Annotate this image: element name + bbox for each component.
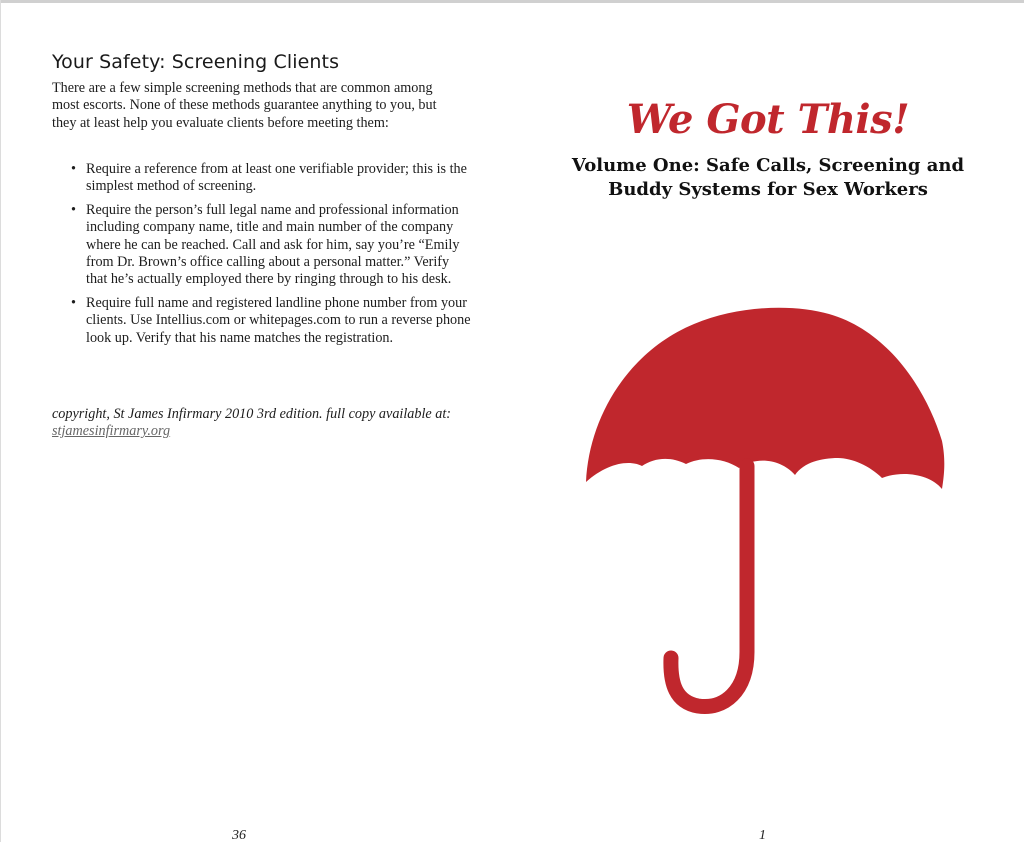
umbrella-icon bbox=[584, 296, 946, 720]
book-subtitle: Volume One: Safe Calls, Screening and Buddy Systems for Sex Workers bbox=[571, 155, 965, 200]
screening-methods-list bbox=[52, 161, 472, 353]
umbrella-canopy bbox=[586, 308, 944, 489]
intro-paragraph: There are a few simple screening methods that are common among most escorts. None of these methods guarantee anything to you, but they at least help you evaluate clients before meeting them: bbox=[52, 80, 437, 131]
book-title: We Got This! bbox=[626, 96, 910, 143]
copyright-text: copyright, St James Infirmary 2010 3rd edition. full copy available at: bbox=[52, 406, 452, 422]
list-item bbox=[52, 161, 472, 196]
left-page bbox=[0, 0, 512, 842]
section-heading: Your Safety: Screening Clients bbox=[52, 51, 340, 73]
right-page bbox=[512, 0, 1024, 842]
list-item-text: Require a reference from at least one verifiable provider; this is the simplest method of screening. bbox=[86, 161, 467, 195]
bullet-icon: • bbox=[71, 295, 76, 312]
umbrella-handle bbox=[671, 466, 747, 707]
list-item bbox=[52, 202, 472, 288]
website-link[interactable]: stjamesinfirmary.org bbox=[52, 423, 171, 440]
list-item-text: Require the person’s full legal name and professional information including company name, title and main number of the company where he can be reached. Call and ask for him, say you’re “Emily from Dr. Brown’s office calling about a personal matter.” Verify that he’s actually employed there by ringing through to his desk. bbox=[86, 202, 460, 288]
list-item-text: Require full name and registered landline phone number from your clients. Use Intellius.com or whitepages.com to run a reverse phone look up. Verify that his name matches the registration. bbox=[86, 295, 471, 346]
list-item bbox=[52, 295, 472, 347]
page-number-left: 36 bbox=[232, 828, 246, 843]
copyright-note bbox=[52, 406, 472, 441]
page-number-right: 1 bbox=[759, 828, 766, 843]
bullet-icon: • bbox=[71, 161, 76, 177]
bullet-icon: • bbox=[71, 202, 76, 219]
